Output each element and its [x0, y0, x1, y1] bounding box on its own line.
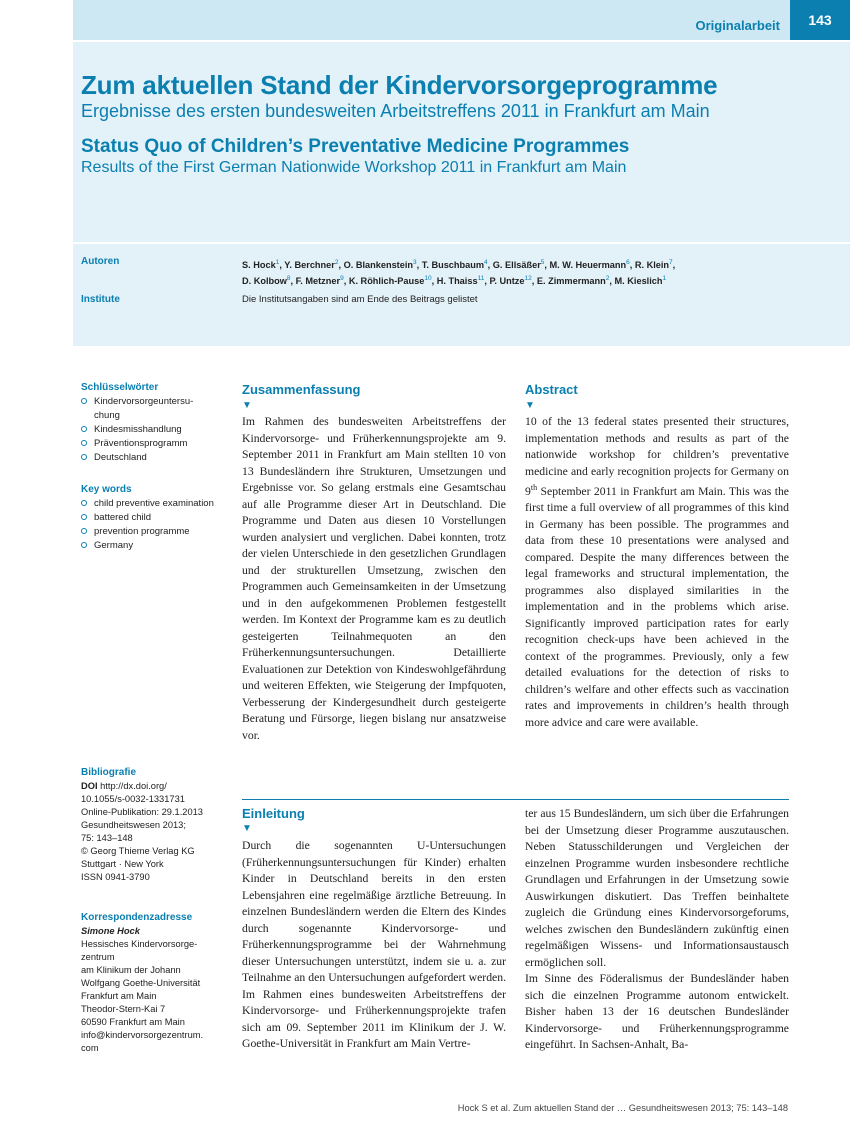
author-name: K. Röhlich-Pause$^{10}$: [348, 275, 432, 287]
bibliography-block: DOI http://dx.doi.org/ 10.1055/s-0032-1331731 Online-Publikation: 29.1.2013 Gesundheitswesen 2013; 75: 143–148 © Georg Thieme Verlag KG Stuttgart · New York ISSN 0941-3790: [81, 781, 203, 882]
keyword-item: Präventionsprogramm: [81, 437, 231, 451]
author-name: T. Buschbaum$^4$: [421, 259, 488, 271]
bullet-icon: [81, 426, 87, 432]
keyword-item: Germany: [81, 539, 236, 553]
triangle-icon: ▼: [242, 823, 252, 834]
bullet-icon: [81, 542, 87, 548]
section-label: Originalarbeit: [695, 18, 780, 33]
bullet-icon: [81, 454, 87, 460]
zusammenfassung-heading: Zusammenfassung: [242, 382, 361, 397]
subtitle-en: Results of the First German Nationwide Workshop 2011 in Frankfurt am Main: [81, 159, 627, 176]
title-de: Zum aktuellen Stand der Kindervorsorgeprogramme: [81, 70, 718, 100]
author-name: D. Kolbow$^8$: [242, 275, 291, 287]
keyword-item: battered child: [81, 511, 236, 525]
keyword-item: Kindesmisshandlung: [81, 423, 231, 437]
author-name: H. Thaiss$^{11}$: [436, 275, 485, 287]
bullet-icon: [81, 398, 87, 404]
einleitung-heading: Einleitung: [242, 806, 305, 821]
author-name: G. Ellsäßer$^5$: [492, 259, 545, 271]
abstract-text: 10 of the 13 federal states presented their structures, implementation methods and results as part of the nationwide workshop for children’s preventative medicine and early recognition projects for Germany on 9th September 2011 in Frankfurt am Main. This was the first time a full overview of all programmes of this kind in Germany has been possible. The programmes and data from these 10 presentations were analysed and compared. Despite the many differences between the legal frameworks and structural implementation, the programmes also displayed similarities in the implementation and in the problems which arise. Significantly improved participation rates for early recognition check-ups have been achieved in the context of the programmes. Previously, only a few detailed evaluations for the detection of risks to children’s welfare and other effects such as vaccination rates and improvements in children’s health through more advice and care were available.: [525, 415, 789, 729]
bullet-icon: [81, 514, 87, 520]
keyword-item: chung: [94, 410, 120, 421]
bullet-icon: [81, 500, 87, 506]
keywords-en-label: Key words: [81, 484, 132, 495]
author-name: S. Hock$^1$: [242, 259, 280, 271]
author-name: M. W. Heuermann$^6$: [549, 259, 630, 271]
author-name: E. Zimmermann$^2$: [536, 275, 610, 287]
bullet-icon: [81, 440, 87, 446]
bibliography-label: Bibliografie: [81, 767, 137, 778]
header-band: [73, 0, 850, 40]
section-divider: [242, 799, 789, 800]
doi-label: DOI: [81, 781, 98, 791]
author-name: O. Blankenstein$^3$: [343, 259, 417, 271]
author-name: Y. Berchner$^2$: [284, 259, 339, 271]
author-name: P. Untze$^{12}$: [489, 275, 532, 287]
keyword-item: child preventive examination: [81, 497, 236, 511]
institutes-text: Die Institutsangaben sind am Ende des Beitrags gelistet: [242, 294, 478, 305]
correspondence-label: Korrespondenzadresse: [81, 912, 193, 923]
keyword-item: Deutschland: [81, 451, 231, 465]
correspondence-name: Simone Hock: [81, 926, 140, 936]
page-number: 143: [790, 0, 850, 40]
zusammenfassung-text: Im Rahmen des bundesweiten Arbeitstreffens der Kindervorsorge- und Früherkennungsprojekte am 9. September 2011 in Frankfurt am Main stellten 10 von 13 Bundesländern ihre Strukturen, Umsetzungen und Ergebnisse vor. So gelang erstmals eine Gesamtschau auf alle Programme dieser Art in Deutschland. Die Programme und Daten aus diesen 10 Vorstellungen wurden analysiert und verglichen. Dabei konnten, trotz der vielen Unterschiede in den gesetzlichen Grundlagen und der strukturellen Umsetzung, zwischen den Programmen auch Gemeinsamkeiten in der Umsetzung und in den aufgekommenen Problemen festgestellt werden. Im Kontext der Programme kam es zu deutlich gesteigerten Teilnahmequoten an den Früherkennungsuntersuchungen. Detaillierte Evaluationen zur Detektion von Kindeswohlgefährdung und weiteren Effekten, wie Steigerung der Impfquoten, Verbesserung der Kindergesundheit durch gesteigerte Beratung und Fürsorge, liegen bislang nur ansatzweise vor.: [242, 415, 506, 742]
einleitung-col2: ter aus 15 Bundesländern, um sich über die Erfahrungen bei der Umsetzung dieser Programme auszutauschen. Neben Statusschilderungen und Vergleichen der einzelnen Programme wurden insbesondere rechtliche Grundlagen und Erfahrungen in der Umsetzung sowie Auswirkungen diskutiert. Das Treffen beinhaltete zugleich die Gründung eines Kindervorsorgeforums, welches zwischen den Bundesländern zukünftig einen regelmäßigen Wissens- und Informationsaustausch ermöglichen soll. Im Sinne des Föderalismus der Bundesländer haben sich die einzelnen Programme autonom entwickelt. Bisher haben 13 der 16 deutschen Bundesländer Kindervorsorge- und Früherkennungsprogramme eingeführt. In Sachsen-Anhalt, Ba-: [525, 807, 789, 1051]
keyword-item: prevention programme: [81, 525, 236, 539]
keyword-item: Kindervorsorgeuntersu-: [81, 395, 231, 409]
title-en: Status Quo of Children’s Preventative Medicine Programmes: [81, 136, 630, 157]
keywords-de-label: Schlüsselwörter: [81, 382, 159, 393]
keywords-de-list: [81, 395, 231, 465]
author-list: S. Hock$^1$, Y. Berchner$^2$, O. Blankenstein$^3$, T. Buschbaum$^4$, G. Ellsäßer$^5$, M. W. Heuermann$^6$, R. Klein$^7$, D. Kolbow$^8$, F. Metzner$^9$, K. Röhlich-Pause$^{10}$, H. Thaiss$^{11}$, P. Untze$^{12}$, E. Zimmermann$^2$, M. Kieslich$^1$: [242, 259, 676, 287]
author-name: R. Klein$^7$: [634, 259, 673, 271]
author-name: M. Kieslich$^1$: [614, 275, 667, 287]
correspondence-block: Simone Hock Hessisches Kindervorsorge- zentrum am Klinikum der Johann Wolfgang Goethe-Universität Frankfurt am Main Theodor-Stern-Kai 7 60590 Frankfurt am Main info@kindervorsorgezentrum. com: [81, 925, 236, 1055]
triangle-icon: ▼: [525, 400, 535, 411]
keywords-en-list: [81, 497, 236, 553]
bullet-icon: [81, 528, 87, 534]
abstract-heading: Abstract: [525, 382, 578, 397]
institutes-label: Institute: [81, 294, 120, 305]
footer-citation: Hock S et al. Zum aktuellen Stand der … Gesundheitswesen 2013; 75: 143–148: [457, 1103, 788, 1113]
einleitung-col1: Durch die sogenannten U-Untersuchungen (Früherkennungsuntersuchungen für Kinder) erhalten Kinder in Deutschland bereits in den ersten Lebensjahren eine regelmäßige ärztliche Betreuung. In einzelnen Bundesländern werden die Eltern des Kindes durch sogenannte Kindervorsorge- und Früherkennungsprogramme bei der Wahrnehmung dieser Untersuchungen unterstützt, indem sie u. a. zur Teilnahme an den Untersuchungen aufgefordert werden. Im Rahmen eines bundesweiten Arbeitstreffens der Kindervorsorge- und Früherkennungsprojekte trafen sich am 09. September 2011 im Klinikum der J. W. Goethe-Universität in Frankfurt am Main Vertre-: [242, 839, 506, 1050]
author-name: F. Metzner$^9$: [295, 275, 344, 287]
subtitle-de: Ergebnisse des ersten bundesweiten Arbeitstreffens 2011 in Frankfurt am Main: [81, 101, 710, 121]
triangle-icon: ▼: [242, 400, 252, 411]
authors-label: Autoren: [81, 256, 120, 267]
